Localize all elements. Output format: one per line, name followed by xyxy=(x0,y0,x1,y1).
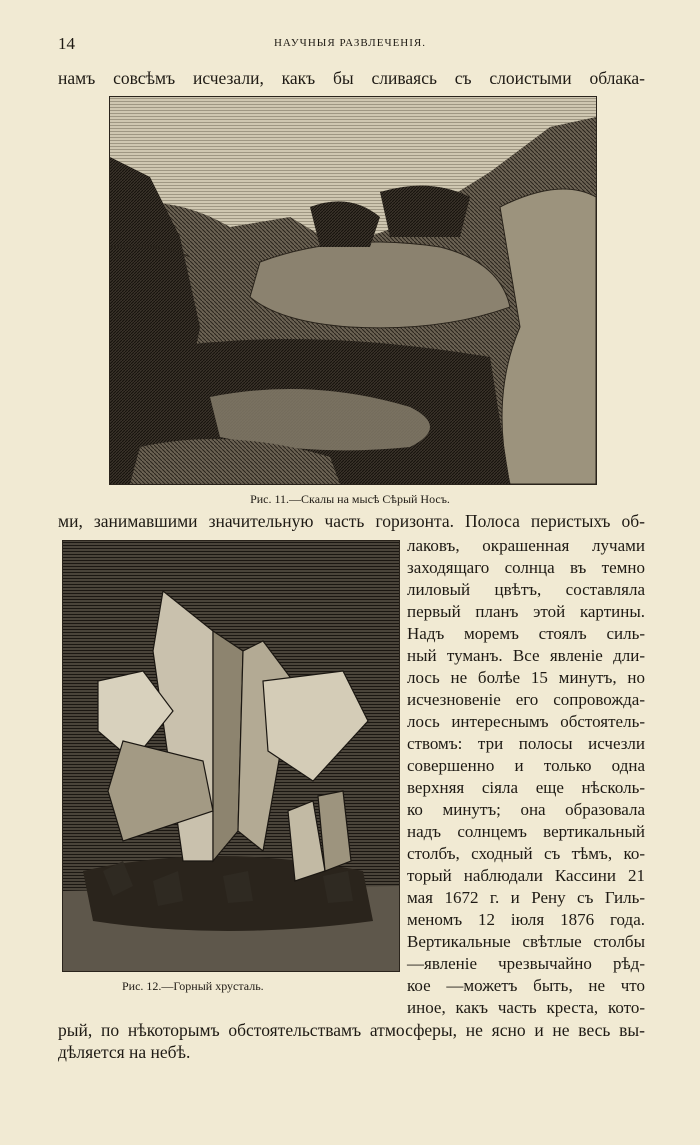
text-line-right: меномъ 12 іюля 1876 года. xyxy=(407,910,645,929)
text-line-right: заходящаго солнца въ темно xyxy=(407,558,645,577)
running-head: НАУЧНЫЯ РАЗВЛЕЧЕНІЯ. xyxy=(273,37,427,49)
text-line-after-figure: ми, занимавшими значительную часть горизонта. Полоса перистыхъ об- xyxy=(58,511,645,531)
figure-rocks-illustration xyxy=(109,96,597,485)
text-line-right: первый планъ этой картины. xyxy=(407,602,645,621)
text-line-right: лаковъ, окрашенная лучами xyxy=(407,536,645,555)
text-line-right: столбъ, сходный съ тѣмъ, ко- xyxy=(407,844,645,863)
figure-12-caption: Рис. 12.—Горный хрусталь. xyxy=(122,979,264,993)
text-line-right: кое —можетъ быть, не что xyxy=(407,976,645,995)
text-line-right: лиловый цвѣтъ, составляла xyxy=(407,580,645,599)
text-line-right: —явленіе чрезвычайно рѣд- xyxy=(407,954,645,973)
text-line-right: ко минутъ; она образовала xyxy=(407,800,645,819)
text-line-right: Надъ моремъ стоялъ силь- xyxy=(407,624,645,643)
text-line-right: иное, какъ часть креста, кото- xyxy=(407,998,645,1017)
page-number: 14 xyxy=(58,34,75,53)
text-line-right: совершенно и только одна xyxy=(407,756,645,775)
text-line-right: исчезновеніе его сопровожда- xyxy=(407,690,645,709)
text-line-bottom: рый, по нѣкоторымъ обстоятельствамъ атмосферы, не ясно и не весь вы- xyxy=(58,1020,645,1040)
text-line-top: намъ совсѣмъ исчезали, какъ бы сливаясь съ слоистыми облака- xyxy=(58,68,645,88)
text-line-right: мая 1672 г. и Рену съ Гиль- xyxy=(407,888,645,907)
text-line-right: лось не болѣе 15 минутъ, но xyxy=(407,668,645,687)
text-line-right: лось интереснымъ обстоятель- xyxy=(407,712,645,731)
text-line-bottom: дѣляется на небѣ. xyxy=(58,1042,191,1062)
text-line-right: ствомъ: три полосы исчезли xyxy=(407,734,645,753)
text-line-right: Вертикальные свѣтлые столбы xyxy=(407,932,645,951)
text-line-right: верхняя сіяла еще нѣсколь- xyxy=(407,778,645,797)
figure-11-caption: Рис. 11.—Скалы на мысѣ Сѣрый Носъ. xyxy=(250,492,450,506)
text-line-right: торый наблюдали Кассини 21 xyxy=(407,866,645,885)
text-line-right: надъ солнцемъ вертикальный xyxy=(407,822,645,841)
page-header xyxy=(58,34,642,54)
figure-crystal-illustration xyxy=(62,540,400,972)
text-line-right: ный туманъ. Все явленіе дли- xyxy=(407,646,645,665)
